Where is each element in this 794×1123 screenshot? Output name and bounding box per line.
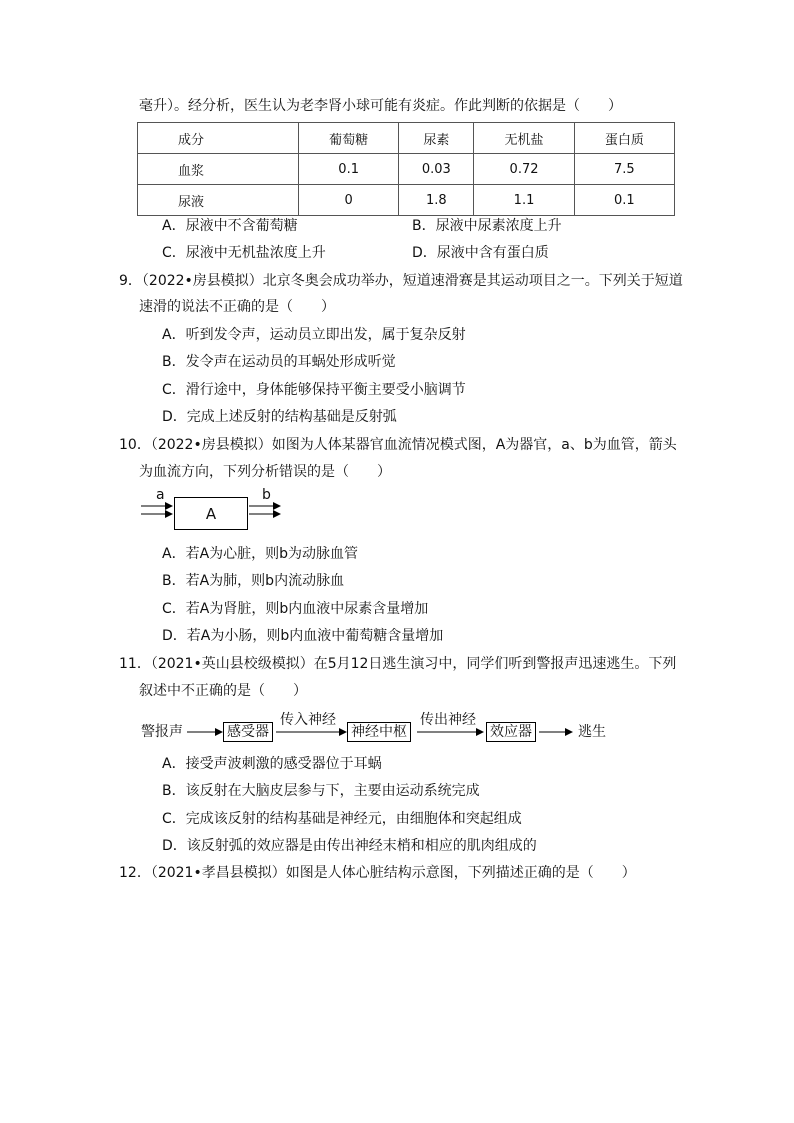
table-cell: 0.03 (399, 154, 474, 185)
q10-option-d: D．若A为小肠，则b内血液中葡萄糖含量增加 (162, 628, 444, 644)
q12-stem-line1: 12．（2021•孝昌县模拟）如图是人体心脏结构示意图，下列描述正确的是（ ） (119, 865, 636, 881)
table-cell: 0.1 (574, 185, 674, 216)
q8-option-d: D．尿液中含有蛋白质 (412, 245, 549, 261)
q9-option-a: A．听到发令声，运动员立即出发，属于复杂反射 (162, 327, 466, 343)
q11-option-a: A．接受声波刺激的感受器位于耳蜗 (162, 756, 382, 772)
table-cell: 0.1 (299, 154, 399, 185)
q9-stem-line2: 速滑的说法不正确的是（ ） (139, 299, 335, 315)
table-cell: 0.72 (474, 154, 574, 185)
q11-option-c: C．完成该反射的结构基础是神经元，由细胞体和突起组成 (162, 811, 522, 827)
flow-end-label: 逃生 (578, 724, 606, 740)
q10-option-a: A．若A为心脏，则b为动脉血管 (162, 546, 359, 562)
table-header-cell: 成分 (138, 123, 299, 154)
organ-a-box: A (174, 497, 248, 530)
q9-option-c: C．滑行途中，身体能够保持平衡主要受小脑调节 (162, 382, 466, 398)
table-cell: 7.5 (574, 154, 674, 185)
q8-option-a: A．尿液中不含葡萄糖 (162, 218, 298, 234)
efferent-nerve-label: 传出神经 (420, 712, 476, 728)
table-cell: 尿液 (138, 185, 299, 216)
q9-option-b: B．发令声在运动员的耳蜗处形成听觉 (162, 354, 396, 370)
receptor-box: 感受器 (223, 722, 273, 742)
q9-option-d: D．完成上述反射的结构基础是反射弧 (162, 409, 397, 425)
q8-option-b: B．尿液中尿素浓度上升 (412, 218, 562, 234)
q8-option-c: C．尿液中无机盐浓度上升 (162, 245, 326, 261)
vessel-a-label: a (156, 487, 165, 503)
table-header-row (138, 123, 675, 154)
q11-option-b: B．该反射在大脑皮层参与下，主要由运动系统完成 (162, 783, 480, 799)
q11-stem-line2: 叙述中不正确的是（ ） (139, 683, 307, 699)
flow-start-label: 警报声 (141, 724, 183, 740)
effector-box: 效应器 (486, 722, 536, 742)
q10-stem-line2: 为血流方向，下列分析错误的是（ ） (139, 464, 391, 480)
q11-stem-line1: 11．（2021•英山县校级模拟）在5月12日逃生演习中，同学们听到警报声迅速逃生。下列 (119, 656, 677, 672)
table-header-cell: 无机盐 (474, 123, 574, 154)
table-header-cell: 蛋白质 (574, 123, 674, 154)
q8-stem-tail: 毫升）。经分析，医生认为老李肾小球可能有炎症。作此判断的依据是（ ） (139, 98, 622, 114)
q10-option-c: C．若A为肾脏，则b内血液中尿素含量增加 (162, 601, 429, 617)
urine-plasma-table (137, 122, 675, 216)
afferent-nerve-label: 传入神经 (280, 712, 336, 728)
table-cell: 血浆 (138, 154, 299, 185)
table-header-cell: 尿素 (399, 123, 474, 154)
table-cell: 1.1 (474, 185, 574, 216)
table-cell: 0 (299, 185, 399, 216)
vessel-b-label: b (262, 487, 271, 503)
q11-option-d: D．该反射弧的效应器是由传出神经末梢和相应的肌肉组成的 (162, 838, 537, 854)
q9-stem-line1: 9．（2022•房县模拟）北京冬奥会成功举办，短道速滑赛是其运动项目之一。下列关于短道 (119, 273, 683, 289)
table-header-cell: 葡萄糖 (299, 123, 399, 154)
nerve-center-box: 神经中枢 (347, 722, 411, 742)
q10-stem-line1: 10．（2022•房县模拟）如图为人体某器官血流情况模式图，A为器官，a、b为血管，箭头 (119, 437, 677, 453)
table-cell: 1.8 (399, 185, 474, 216)
table-row (138, 154, 675, 185)
table-row (138, 185, 675, 216)
q10-option-b: B．若A为肺，则b内流动脉血 (162, 573, 345, 589)
